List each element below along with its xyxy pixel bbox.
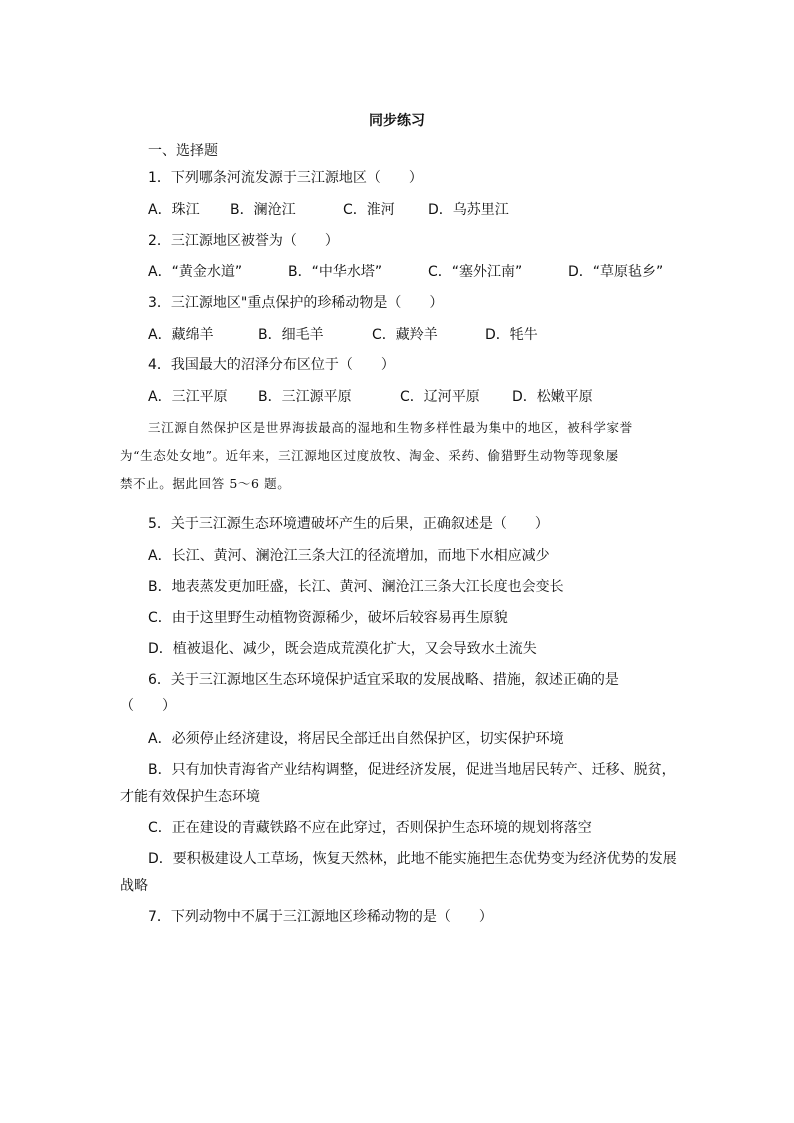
question-1-stem: 1．下列哪条河流发源于三江源地区（ ） xyxy=(148,170,423,186)
passage-line-3: 禁不止。据此回答 5～6 题。 xyxy=(120,476,291,491)
question-3-option-d: D．牦牛 xyxy=(485,327,538,343)
question-2-option-a: A．“黄金水道” xyxy=(148,264,243,280)
question-3-option-a: A．藏绵羊 xyxy=(148,327,214,343)
question-5-option-c: C．由于这里野生动植物资源稀少，破坏后较容易再生原貌 xyxy=(148,610,508,626)
question-6-option-a: A．必须停止经济建设，将居民全部迁出自然保护区，切实保护环境 xyxy=(148,731,564,747)
question-6-stem: 6．关于三江源地区生态环境保护适宜采取的发展战略、措施，叙述正确的是 xyxy=(148,672,619,688)
question-2-option-c: C．“塞外江南” xyxy=(428,264,523,280)
question-5-option-b: B．地表蒸发更加旺盛，长江、黄河、澜沧江三条大江长度也会变长 xyxy=(148,579,564,595)
question-6-option-d-continuation: 战略 xyxy=(120,878,148,894)
question-7-stem: 7．下列动物中不属于三江源地区珍稀动物的是（ ） xyxy=(148,909,493,925)
section-heading: 一、选择题 xyxy=(148,143,218,159)
question-6-stem-continuation: （ ） xyxy=(120,698,176,714)
question-2-option-d: D．“草原毡乡” xyxy=(568,264,664,280)
question-4-option-b: B．三江源平原 xyxy=(258,389,352,405)
question-6-option-b-continuation: 才能有效保护生态环境 xyxy=(120,789,260,805)
reading-passage xyxy=(120,414,690,498)
question-1-option-b: B．澜沧江 xyxy=(230,202,296,218)
passage-line-2: 为“生态处女地”。近年来，三江源地区过度放牧、淘金、采药、偷猎野生动物等现象屡 xyxy=(120,448,619,463)
question-3-option-c: C．藏羚羊 xyxy=(372,327,438,343)
question-6-option-b: B．只有加快青海省产业结构调整，促进经济发展，促进当地居民转产、迁移、脱贫， xyxy=(148,762,676,778)
question-5-stem: 5．关于三江源生态环境遭破坏产生的后果，正确叙述是（ ） xyxy=(148,516,549,532)
question-2-stem: 2．三江源地区被誉为（ ） xyxy=(148,233,339,249)
question-5-option-d: D．植被退化、减少，既会造成荒漠化扩大，又会导致水土流失 xyxy=(148,641,537,657)
question-1-option-a: A．珠江 xyxy=(148,202,200,218)
passage-line-1: 三江源自然保护区是世界海拔最高的湿地和生物多样性最为集中的地区，被科学家誉 xyxy=(148,420,633,435)
question-3-stem: 3．三江源地区"重点保护的珍稀动物是（ ） xyxy=(148,295,444,311)
question-4-option-d: D．松嫩平原 xyxy=(512,389,593,405)
question-1-option-d: D．乌苏里江 xyxy=(428,202,509,218)
question-1-option-c: C．淮河 xyxy=(343,202,395,218)
question-4-stem: 4．我国最大的沼泽分布区位于（ ） xyxy=(148,357,395,373)
question-4-option-c: C．辽河平原 xyxy=(400,389,480,405)
question-5-option-a: A．长江、黄河、澜沧江三条大江的径流增加，而地下水相应减少 xyxy=(148,548,550,564)
question-2-option-b: B．“中华水塔” xyxy=(288,264,383,280)
question-4-option-a: A．三江平原 xyxy=(148,389,228,405)
question-6-option-d: D．要积极建设人工草场，恢复天然林，此地不能实施把生态优势变为经济优势的发展 xyxy=(148,851,677,867)
question-6-option-c: C．正在建设的青藏铁路不应在此穿过，否则保护生态环境的规划将落空 xyxy=(148,820,592,836)
page-title: 同步练习 xyxy=(369,113,425,129)
question-3-option-b: B．细毛羊 xyxy=(258,327,324,343)
